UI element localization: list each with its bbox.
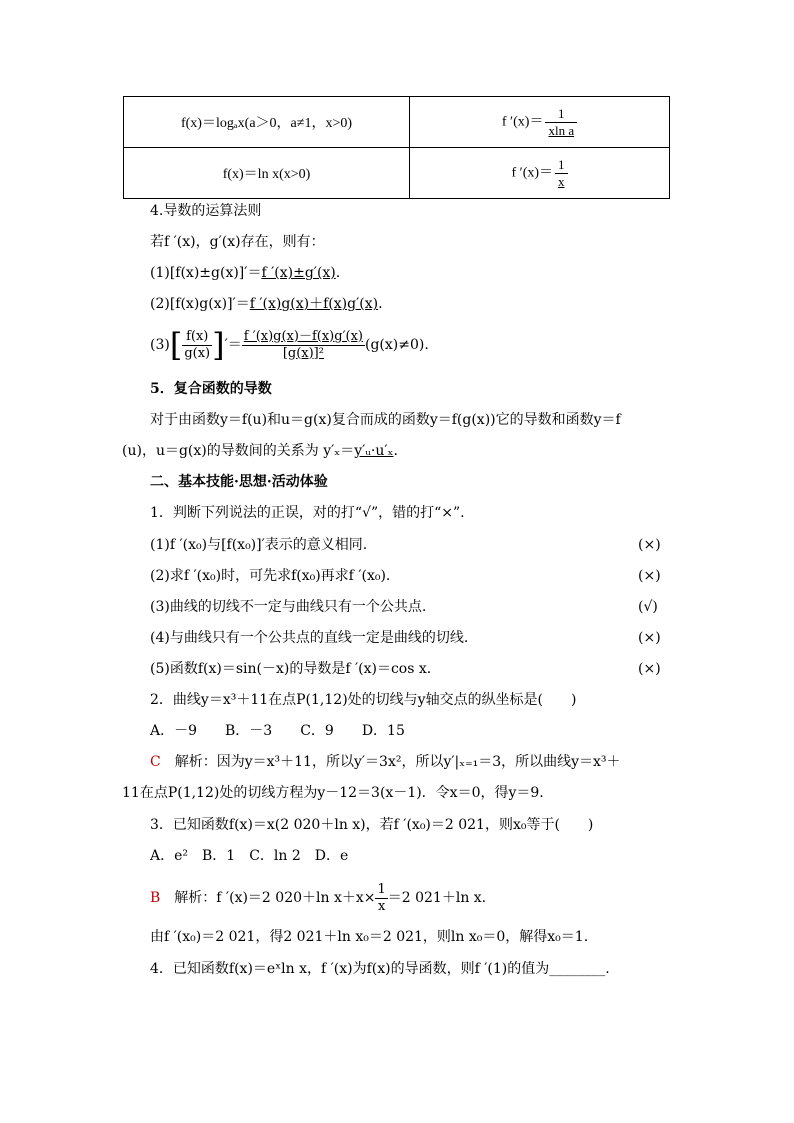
function-formula: f(x)＝logₐx(a＞0，a≠1，x>0) xyxy=(180,116,353,131)
solution xyxy=(150,752,621,772)
judgment-mark: (×) xyxy=(638,630,661,646)
solution-text: ＝2 021＋ln x. xyxy=(387,890,487,906)
fraction-denominator: x xyxy=(555,173,568,190)
rule-3 xyxy=(150,324,429,366)
rule-answer: f ′(x)±g′(x) xyxy=(261,265,336,281)
paragraph xyxy=(122,441,398,461)
bracket-left: [ xyxy=(169,326,183,364)
rule-text: . xyxy=(378,296,383,312)
question-options: A．－9 B．－3 C．9 D．15 xyxy=(150,723,405,739)
table-cell xyxy=(410,97,670,148)
question-3: 3．已知函数f(x)＝x(2 020＋ln x)，若f ′(x₀)＝2 021，则x₀等于( ) xyxy=(150,817,594,833)
answer-letter: B xyxy=(150,890,161,906)
answer-text: y′ᵤ·u′ₓ xyxy=(354,443,394,459)
solution xyxy=(150,880,486,916)
fraction-denominator: x xyxy=(375,898,387,915)
judgment-mark: (×) xyxy=(638,661,661,677)
solution-text: 解析：因为y＝x³＋11，所以y′＝3x²，所以y′|ₓ₌₁＝3，所以曲线y＝x³＋ xyxy=(160,754,621,770)
fraction-denominator: [g(x)]² xyxy=(242,345,365,362)
fraction xyxy=(555,157,568,190)
derivative-table xyxy=(123,96,670,199)
question-2: 2．曲线y＝x³＋11在点P(1,12)处的切线与y轴交点的纵坐标是( ) xyxy=(150,692,577,708)
fraction xyxy=(545,106,577,139)
fraction-numerator: 1 xyxy=(558,156,565,172)
question-1: 1．判断下列说法的正误，对的打“√”，错的打“×”. xyxy=(150,505,465,521)
rule-text: ′＝ xyxy=(224,337,242,353)
judgment-item: (5)函数f(x)＝sin(－x)的导数是f ′(x)＝cos x. xyxy=(150,661,432,677)
fraction-numerator: 1 xyxy=(377,881,386,897)
rule-text: (2)[f(x)g(x)]′＝ xyxy=(150,296,250,312)
rule-1 xyxy=(150,263,340,283)
table-cell xyxy=(124,148,410,199)
fraction xyxy=(242,329,365,362)
fraction xyxy=(375,882,387,915)
solution: 由f ′(x₀)＝2 021，得2 021＋ln x₀＝2 021，则ln x₀＝0，解得x₀＝1. xyxy=(150,929,589,945)
judgment-mark: (√) xyxy=(638,599,658,615)
judgment-item: (3)曲线的切线不一定与曲线只有一个公共点. xyxy=(150,599,427,615)
rule-answer: f ′(x)g(x)＋f(x)g′(x) xyxy=(249,296,379,312)
fraction xyxy=(182,329,212,362)
judgment-mark: (×) xyxy=(638,537,661,553)
fraction-denominator: g(x) xyxy=(184,345,211,361)
question-options: A．e² B．1 C．ln 2 D．e xyxy=(150,848,349,864)
fraction-denominator: xln a xyxy=(545,122,577,139)
rule-text: . xyxy=(335,265,341,281)
section-heading: 4.导数的运算法则 xyxy=(150,203,262,219)
solution: 11在点P(1,12)处的切线方程为y－12＝3(x－1)．令x＝0，得y＝9. xyxy=(122,785,544,801)
fraction-numerator: f(x) xyxy=(186,328,209,344)
answer-letter: C xyxy=(150,754,161,770)
rule-2 xyxy=(150,294,383,314)
paragraph-text: (u)，u＝g(x)的导数间的关系为 y′ₓ＝ xyxy=(122,443,355,459)
solution-text: 解析：f ′(x)＝2 020＋ln x＋x× xyxy=(160,890,376,906)
table-row xyxy=(124,97,670,148)
rule-text: (1)[f(x)±g(x)]′＝ xyxy=(150,265,262,281)
paragraph: 若f ′(x)，g′(x)存在，则有： xyxy=(150,234,325,250)
rule-text: (3) xyxy=(150,337,170,353)
derivative-prefix: f ′(x)＝ xyxy=(501,114,544,130)
section-heading: 5．复合函数的导数 xyxy=(150,381,272,397)
table-cell xyxy=(410,148,670,199)
paragraph-text: . xyxy=(393,443,398,459)
table-cell xyxy=(124,97,410,148)
rule-text: (g(x)≠0). xyxy=(365,337,429,353)
paragraph: 对于由函数y＝f(u)和u＝g(x)复合而成的函数y＝f(g(x))它的导数和函数y＝f xyxy=(150,412,621,428)
question-4: 4．已知函数f(x)＝eˣln x，f ′(x)为f(x)的导函数，则f ′(1)的值为________. xyxy=(150,961,610,977)
section-heading: 二、基本技能·思想·活动体验 xyxy=(150,474,328,490)
judgment-mark: (×) xyxy=(638,568,661,584)
judgment-item: (4)与曲线只有一个公共点的直线一定是曲线的切线. xyxy=(150,630,469,646)
derivative-prefix: f ′(x)＝ xyxy=(511,165,554,181)
function-formula: f(x)＝ln x(x>0) xyxy=(222,167,311,182)
judgment-item: (2)求f ′(x₀)时，可先求f(x₀)再求f ′(x₀). xyxy=(150,568,391,584)
fraction-numerator: f ′(x)g(x)－f(x)g′(x) xyxy=(243,328,363,344)
fraction-numerator: 1 xyxy=(558,105,565,121)
table-row xyxy=(124,148,670,199)
judgment-item: (1)f ′(x₀)与[f(x₀)]′表示的意义相同. xyxy=(150,537,368,553)
bracket-right: ] xyxy=(212,326,225,364)
